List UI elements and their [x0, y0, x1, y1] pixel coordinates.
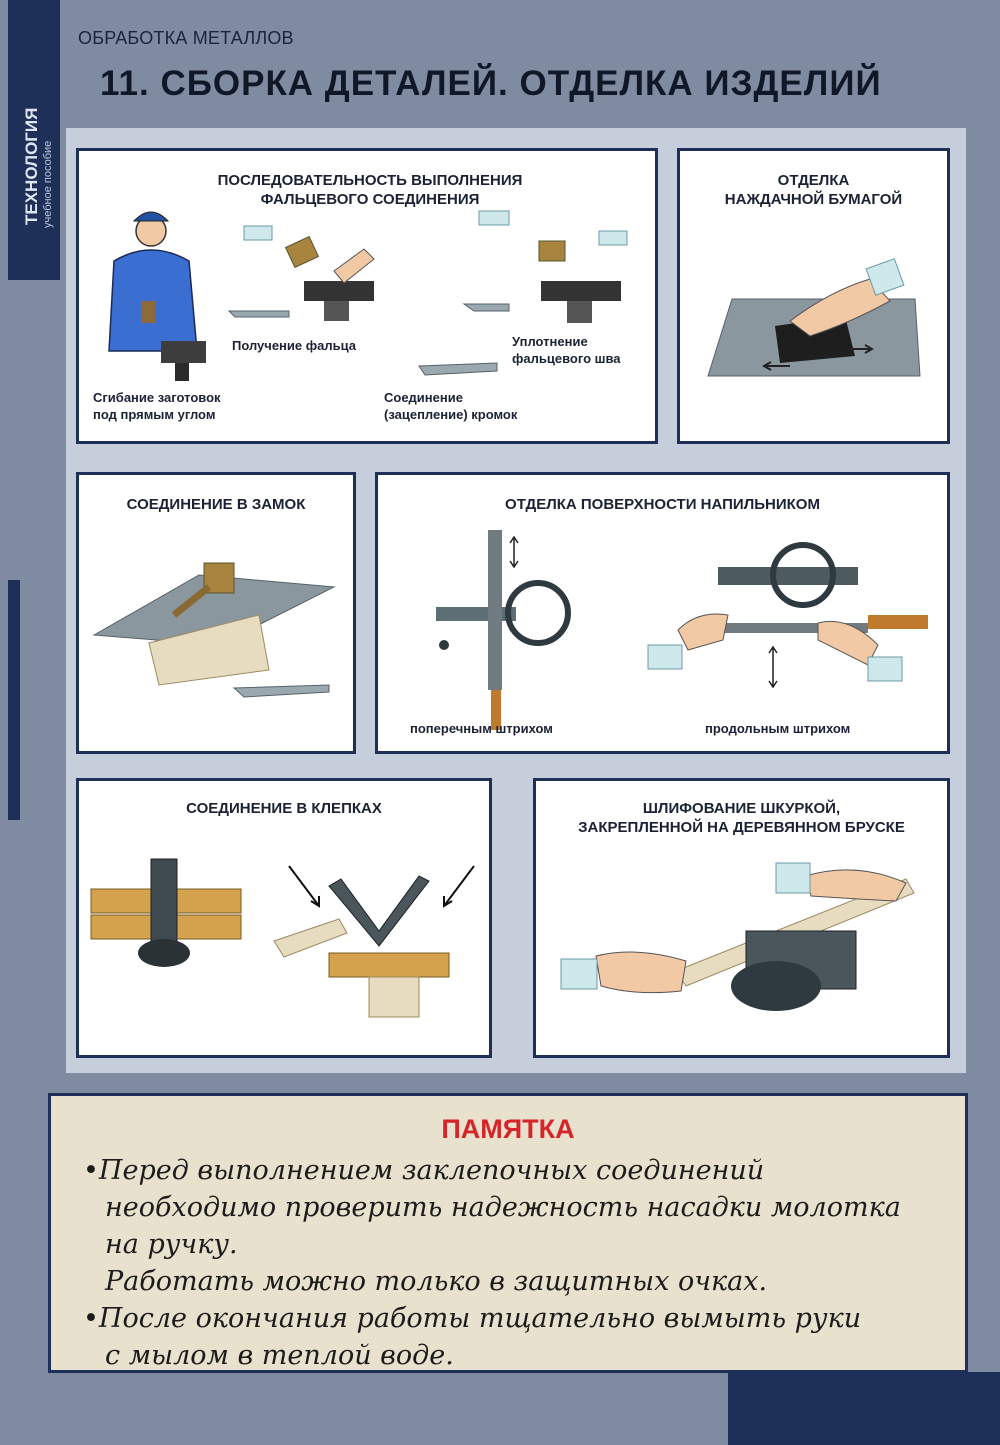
side-strip [8, 580, 20, 820]
file-illustration [378, 475, 953, 757]
memo-title: ПАМЯТКА [441, 1114, 575, 1144]
memo-box [48, 1093, 968, 1373]
spine-band [8, 0, 60, 280]
memo-line4: Работать можно только в защитных очках. [105, 1266, 768, 1297]
panel-rivet [76, 778, 492, 1058]
caption-seal-line1: Уплотнение [512, 334, 588, 349]
lock-illustration [79, 475, 359, 757]
caption-cross-stroke: поперечным штрихом [410, 721, 553, 736]
panel-grind [533, 778, 950, 1058]
panel-lock [76, 472, 356, 754]
panel-seam-title-line2: ФАЛЬЦЕВОГО СОЕДИНЕНИЯ [260, 191, 480, 208]
memo-line2: необходимо проверить надежность насадки молотка [105, 1192, 901, 1223]
panel-sandpaper [677, 148, 950, 444]
spine-subtitle: учебное пособие [42, 140, 54, 228]
caption-long-stroke: продольным штрихом [705, 721, 851, 736]
grind-illustration [536, 781, 953, 1061]
caption-bend [93, 389, 221, 423]
memo-line3: на ручку. [105, 1229, 238, 1260]
panel-sandpaper-title-line1: ОТДЕЛКА [777, 172, 850, 189]
spine-title: ТЕХНОЛОГИЯ [22, 107, 41, 225]
rivet-illustration [79, 781, 495, 1061]
caption-seal [512, 333, 621, 367]
corner-block [728, 1372, 1000, 1445]
sandpaper-illustration [680, 151, 953, 447]
panel-file [375, 472, 950, 754]
caption-join [384, 389, 517, 423]
panel-seam-title-line1: ПОСЛЕДОВАТЕЛЬНОСТЬ ВЫПОЛНЕНИЯ [217, 172, 523, 189]
memo-line1: •Перед выполнением заклепочных соединений [83, 1155, 765, 1186]
caption-seal-line2: фальцевого шва [512, 351, 621, 366]
memo-line5: •После окончания работы тщательно вымыть руки [83, 1303, 862, 1334]
caption-bend-line2: под прямым углом [93, 407, 216, 422]
caption-fold: Получение фальца [232, 338, 356, 353]
caption-join-line1: Соединение [384, 390, 463, 405]
panel-file-title: ОТДЕЛКА ПОВЕРХНОСТИ НАПИЛЬНИКОМ [505, 496, 820, 513]
section-label: ОБРАБОТКА МЕТАЛЛОВ [78, 28, 294, 48]
caption-join-line2: (зацепление) кромок [384, 407, 518, 422]
panel-rivet-title: СОЕДИНЕНИЕ В КЛЕПКАХ [186, 800, 382, 817]
panel-lock-title: СОЕДИНЕНИЕ В ЗАМОК [126, 496, 306, 513]
page-title: 11. СБОРКА ДЕТАЛЕЙ. ОТДЕЛКА ИЗДЕЛИЙ [100, 64, 882, 103]
memo-line6: с мылом в теплой воде. [105, 1340, 454, 1371]
panel-grind-title-line1: ШЛИФОВАНИЕ ШКУРКОЙ, [642, 800, 841, 817]
panel-sandpaper-title-line2: НАЖДАЧНОЙ БУМАГОЙ [724, 191, 903, 208]
panel-grind-title-line2: ЗАКРЕПЛЕННОЙ НА ДЕРЕВЯННОМ БРУСКЕ [578, 819, 905, 836]
panel-seam [76, 148, 658, 444]
caption-bend-line1: Сгибание заготовок [93, 390, 221, 405]
